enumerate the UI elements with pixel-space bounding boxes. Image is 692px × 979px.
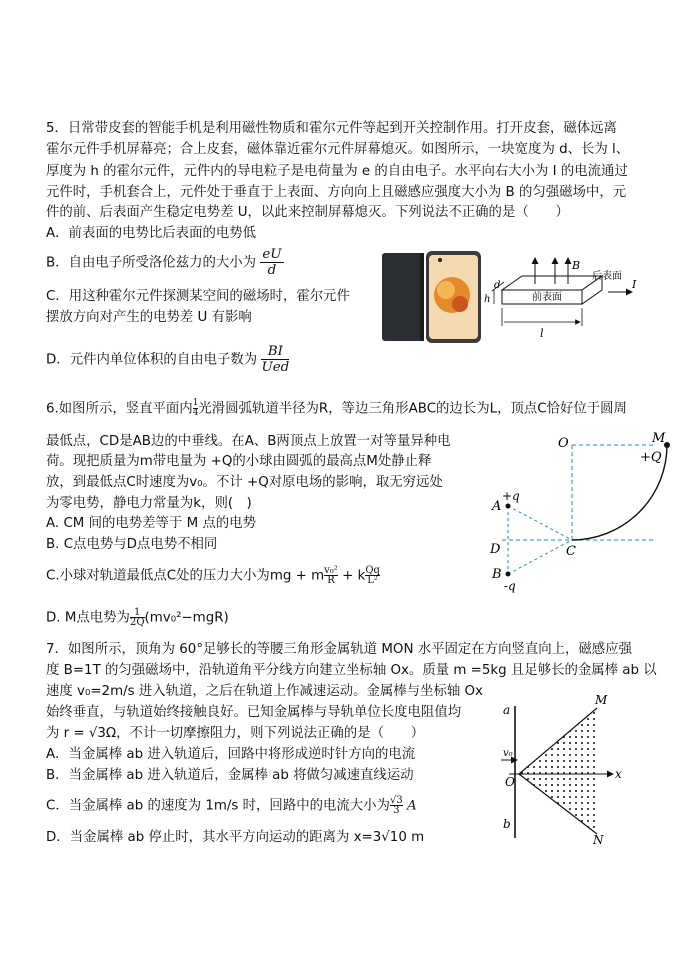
- label-b: B: [492, 567, 502, 582]
- q6-line-1-end: 光滑圆弧轨道半径为R，等边三角形ABC的边长为L，顶点C恰好位于圆周: [198, 401, 627, 417]
- q6-line-3: 荷。现把质量为m带电量为 +Q的小球由圆弧的最高点M处静止释: [46, 454, 432, 469]
- q6-option-c-frac-1-num: v₀²: [324, 565, 338, 576]
- q6-option-c-frac-2: [365, 566, 380, 585]
- q7-option-b: B．当金属棒 ab 进入轨道后，金属棒 ab 将做匀减速直线运动: [46, 768, 414, 783]
- l-label: l: [540, 327, 544, 340]
- phone-wallpaper-shadow: [452, 296, 468, 312]
- magnetic-field-dots: [519, 708, 599, 836]
- q7-option-c-frac-den: 3: [393, 805, 400, 816]
- triangle-side-bc: [508, 540, 572, 574]
- q6-quarter-den: 4: [192, 408, 199, 418]
- q7-option-c-frac: [390, 796, 403, 815]
- point-a: [506, 504, 511, 509]
- hall-element-figure: [480, 252, 650, 342]
- label-o: O: [505, 775, 515, 789]
- q6-option-d-frac-den: 2Q: [129, 617, 145, 628]
- q7-option-c-unit: A: [406, 798, 417, 814]
- phone-cover-spine: [420, 253, 424, 341]
- q5-line-4: 元件时，手机套合上，元件处于垂直于上表面、方向向上且磁感应强度大小为 B 的匀强磁场中，元: [46, 185, 627, 200]
- q6-line-4: 放，到最低点C时速度为v₀。不计 +Q对原电场的影响，取无穷远处: [46, 475, 443, 490]
- label-minus-q: -q: [504, 579, 516, 593]
- q5-option-c-line-1: C．用这种霍尔元件探测某空间的磁场时，霍尔元件: [46, 289, 350, 304]
- label-c: C: [566, 544, 576, 559]
- q5-option-d-fraction: [261, 344, 289, 375]
- q5-option-b: [46, 247, 284, 278]
- q6-option-a: A. CM 间的电势差等于 M 点的电势: [46, 516, 256, 531]
- q5-option-d-denominator: Ued: [261, 360, 290, 375]
- q6-option-c-text: C.小球对轨道最低点C处的压力大小为mg + m: [46, 568, 325, 584]
- label-m: M: [652, 431, 666, 446]
- q5-option-d: [46, 344, 289, 375]
- q5-line-2: 霍尔元件手机屏幕亮；合上皮套，磁体靠近霍尔元件屏幕熄灭。如图所示，一块宽度为 d、长为 l、: [46, 142, 630, 157]
- label-b: b: [503, 817, 511, 831]
- q6-option-d-frac-num: 1: [130, 608, 145, 618]
- q7-option-c-text: C．当金属棒 ab 的速度为 1m/s 时，回路中的电流大小为: [46, 798, 390, 814]
- q6-option-d-text: D. M点电势为: [46, 610, 130, 626]
- q7-option-a: A．当金属棒 ab 进入轨道后，回路中将形成逆时针方向的电流: [46, 747, 416, 762]
- q7-option-c: [46, 796, 417, 816]
- q5-option-c-line-2: 摆放方向对产生的电势差 U 有影响: [46, 310, 252, 325]
- q6-line-1: [46, 399, 627, 419]
- phone-with-cover-image: [380, 250, 484, 345]
- q6-option-c-plus-k: + k: [337, 568, 366, 584]
- current-label: I: [632, 278, 637, 291]
- q6-option-d-frac: [130, 608, 145, 627]
- q6-line-5: 为零电势，静电力常量为k，则( ): [46, 496, 252, 511]
- label-m: M: [595, 693, 608, 707]
- phone-wallpaper-highlight: [437, 281, 455, 299]
- back-face-label: 后表面: [592, 271, 622, 282]
- label-plus-q-ball: +Q: [640, 450, 662, 465]
- q7-line-1: 7．如图所示，顶角为 60°足够长的等腰三角形金属轨道 MON 水平固定在方向竖直向上，磁感应强: [46, 642, 632, 657]
- q7-line-4: 始终垂直，与轨道始终接触良好。已知金属棒与导轨单位长度电阻值均: [46, 705, 462, 720]
- q5-option-b-numerator: eU: [262, 247, 282, 262]
- q6-option-c: [46, 566, 380, 586]
- q7-line-2: 度 B=1T 的匀强磁场中，沿轨道角平分线方向建立坐标轴 Ox。质量 m =5kg 且足够长的金属棒 ab 以: [46, 663, 657, 678]
- phone-cover-flap: [382, 253, 424, 341]
- q5-line-5: 件的前、后表面产生稳定电势差 U，以此来控制屏幕熄灭。下列说法不正确的是（ ）: [46, 205, 569, 220]
- b-field-label: B: [572, 259, 581, 272]
- arc-triangle-figure: [480, 428, 680, 598]
- q6-quarter-num: 1: [192, 398, 199, 408]
- triangle-side-ac: [508, 506, 572, 540]
- q5-option-d-numerator: BI: [261, 344, 289, 360]
- label-plus-q: +q: [502, 489, 520, 503]
- label-o: O: [558, 436, 569, 451]
- q7-line-3: 速度 v₀=2m/s 进入轨道，之后在轨道上作减速运动。金属棒与坐标轴 Ox: [46, 684, 483, 699]
- point-b: [506, 572, 511, 577]
- q6-option-c-frac-2-num: Qq: [365, 565, 380, 576]
- q5-line-1: 5．日常带皮套的智能手机是利用磁性物质和霍尔元件等起到开关控制作用。打开皮套，磁体远离: [46, 121, 617, 136]
- q6-option-d-tail: (mv₀²−mgR): [144, 610, 229, 626]
- q7-line-5: 为 r = √3Ω，不计一切摩擦阻力，则下列说法正确的是（ ）: [46, 726, 425, 741]
- q6-option-c-frac-2-den: L²: [367, 575, 378, 586]
- q7-option-d: D．当金属棒 ab 停止时，其水平方向运动的距离为 x=3√10 m: [46, 830, 425, 845]
- q5-option-a: A．前表面的电势比后表面的电势低: [46, 226, 257, 241]
- triangle-rail-figure: [495, 692, 630, 844]
- q7-option-c-frac-num: √3: [389, 795, 403, 806]
- q5-option-d-text: D．元件内单位体积的自由电子数为: [46, 352, 258, 368]
- q5-option-b-fraction: [260, 247, 283, 278]
- q6-option-d: [46, 608, 229, 628]
- q6-option-c-frac-1-den: R: [327, 575, 335, 586]
- front-face-label: 前表面: [532, 292, 562, 303]
- d-label: d: [494, 280, 501, 291]
- label-n: N: [593, 833, 604, 844]
- q6-line-1-start: 6.如图所示，竖直平面内: [46, 401, 193, 417]
- label-a: A: [492, 499, 502, 514]
- label-v0: v₀: [503, 748, 513, 759]
- label-x: x: [615, 767, 622, 781]
- q6-option-c-frac-1: [324, 566, 338, 585]
- phone-camera: [438, 258, 442, 262]
- h-label: h: [484, 294, 491, 305]
- q5-option-b-denominator: d: [267, 263, 277, 278]
- q6-option-b: B. C点电势与D点电势不相同: [46, 537, 218, 552]
- q5-option-b-text: B．自由电子所受洛伦兹力的大小为: [46, 255, 257, 271]
- label-a: a: [503, 703, 511, 717]
- q5-line-3: 厚度为 h 的霍尔元件，元件内的导电粒子是电荷量为 e 的自由电子。水平向右大小为 I 的电流通过: [46, 164, 628, 179]
- q6-line-2: 最低点，CD是AB边的中垂线。在A、B两顶点上放置一对等量异种电: [46, 434, 451, 449]
- label-d: D: [490, 542, 501, 557]
